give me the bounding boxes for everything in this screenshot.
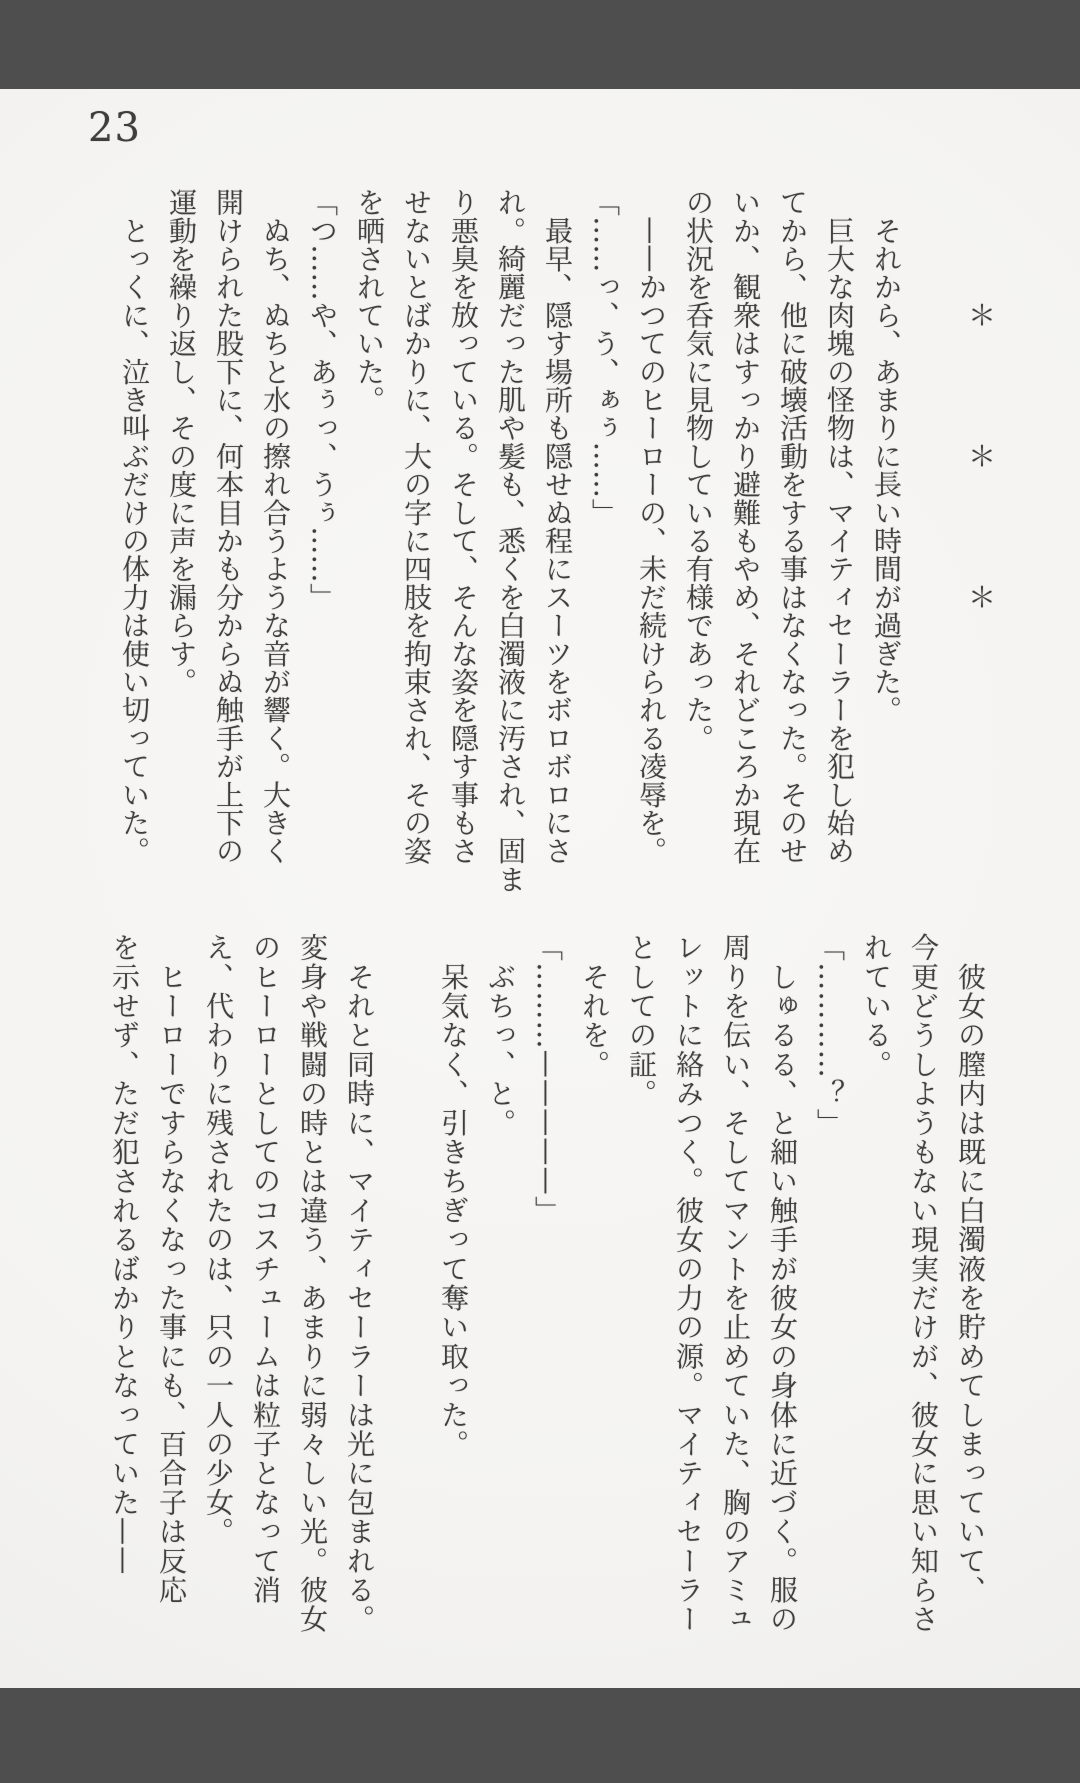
text-line: を示せず、ただ犯されるばかりとなっていた——	[108, 933, 141, 1576]
text-line: 「つ……や、あぅっ、うぅ……」	[306, 188, 339, 611]
text-line: とっくに、泣き叫ぶだけの体力は使い切っていた。	[118, 188, 151, 865]
text-line: しゅるる、と細い触手が彼女の身体に近づく。服の	[766, 933, 799, 1634]
text-line: てから、他に破壊活動をする事はなくなった。そのせ	[776, 188, 809, 865]
text-line: 巨大な肉塊の怪物は、マイティセーラーを犯し始め	[823, 188, 856, 865]
text-line: 「………—————」	[531, 933, 564, 1225]
text-line: 今更どうしようもない現実だけが、彼女に思い知らさ	[907, 933, 940, 1634]
text-line: り悪臭を放っている。そして、そんな姿を隠す事もさ	[447, 188, 480, 865]
text-line: いか、観衆はすっかり避難もやめ、それどころか現在	[729, 188, 762, 865]
text-line: 最早、隠す場所も隠せぬ程にスーツをボロボロにさ	[541, 188, 574, 865]
text-line: それと同時に、マイティセーラーは光に包まれる。	[343, 933, 376, 1634]
text-line	[910, 188, 957, 872]
text-line: としての証。	[625, 933, 658, 1109]
letterbox-bottom-bar	[0, 1688, 1080, 1783]
text-line: え、代わりに残されたのは、只の一人の少女。	[202, 933, 235, 1547]
text-line: それから、あまりに長い時間が過ぎた。	[870, 188, 903, 724]
text-line: 彼女の膣内は既に白濁液を貯めてしまっていて、	[954, 933, 987, 1605]
text-line: 周りを伝い、そしてマントを止めていた、胸のアミュ	[719, 933, 752, 1634]
text-line: ヒーローですらなくなった事にも、百合子は反応	[155, 933, 188, 1605]
text-line: 「…………？」	[813, 933, 846, 1138]
text-line: ＊ ＊ ＊	[964, 188, 997, 611]
letterbox-top-bar	[0, 0, 1080, 89]
text-line: を晒されていた。	[353, 188, 386, 414]
text-line: れている。	[860, 933, 893, 1079]
text-line: ——かつてのヒーローの、未だ続けられる凌辱を。	[635, 188, 668, 865]
text-line	[383, 933, 430, 1639]
text-line: 変身や戦闘の時とは違う、あまりに弱々しい光。彼女	[296, 933, 329, 1634]
text-line: 「……っ、う、ぁぅ……」	[588, 188, 621, 527]
text-line: ぬち、ぬちと水の擦れ合うような音が響く。大きく	[259, 188, 292, 865]
text-line: レットに絡みつく。彼女の力の源。マイティセーラー	[672, 933, 705, 1634]
lower-text-block	[101, 933, 994, 1639]
text-line: 開けられた股下に、何本目かも分からぬ触手が上下の	[212, 188, 245, 865]
text-line: 呆気なく、引きちぎって奪い取った。	[437, 933, 470, 1459]
text-line: ぶちっ、と。	[484, 933, 517, 1138]
text-line: のヒーローとしてのコスチュームは粒子となって消	[249, 933, 282, 1605]
text-line: 運動を繰り返し、その度に声を漏らす。	[165, 188, 198, 696]
text-line: れ。綺麗だった肌や髪も、悉くを白濁液に汚され、固ま	[494, 188, 527, 893]
text-line: の状況を呑気に見物している有様であった。	[682, 188, 715, 752]
text-line: それを。	[578, 933, 611, 1079]
upper-text-block	[111, 188, 1004, 893]
page-number: 23	[88, 105, 141, 151]
book-page	[0, 89, 1080, 1688]
text-line: せないとばかりに、大の字に四肢を拘束され、その姿	[400, 188, 433, 865]
